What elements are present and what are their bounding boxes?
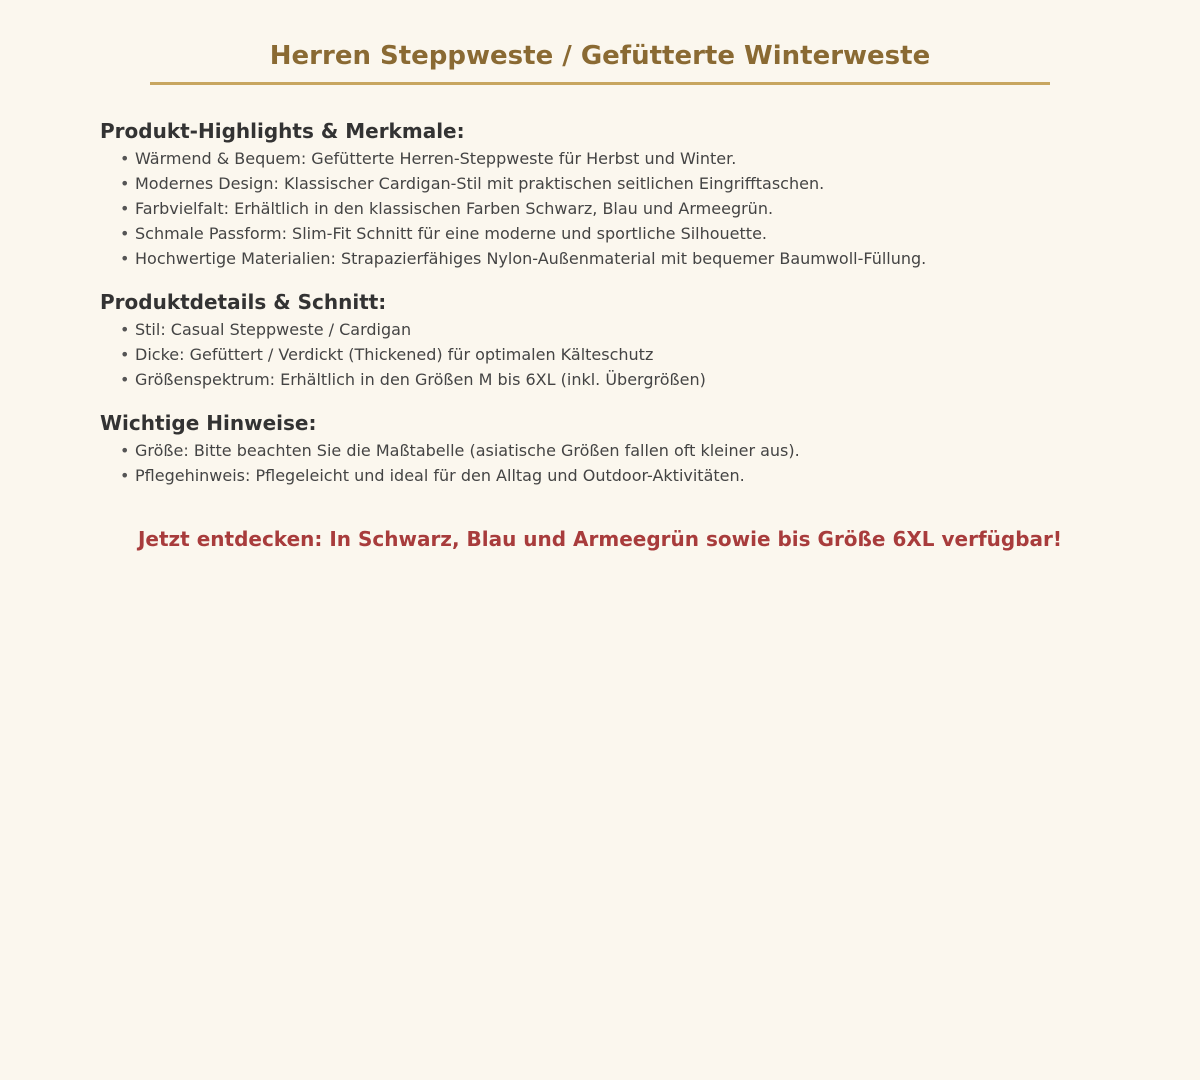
list-item [120,317,1100,342]
list-item [120,221,1100,246]
list-item [120,463,1100,488]
list-item-text: Schmale Passform: Slim-Fit Schnitt für eine moderne und sportliche Silhouette. [135,224,767,243]
bullet-icon: • [120,441,130,460]
bullet-icon: • [120,345,130,364]
section-heading: Produktdetails & Schnitt: [100,290,387,314]
list-item-text: Modernes Design: Klassischer Cardigan-Stil mit praktischen seitlichen Eingrifftaschen. [135,174,825,193]
list-item-text: Stil: Casual Steppweste / Cardigan [135,320,412,339]
section-details [100,289,1100,392]
bullet-icon: • [120,224,130,243]
section-notes [100,410,1100,488]
bullet-icon: • [120,370,130,389]
section-highlights [100,118,1100,271]
list-item-text: Größenspektrum: Erhältlich in den Größen M bis 6XL (inkl. Übergrößen) [135,370,706,389]
page-title: Herren Steppweste / Gefütterte Winterweste [269,41,931,71]
call-to-action: Jetzt entdecken: In Schwarz, Blau und Armeegrün sowie bis Größe 6XL verfügbar! [137,527,1063,551]
list-item-text: Pflegehinweis: Pflegeleicht und ideal für den Alltag und Outdoor-Aktivitäten. [135,466,745,485]
list-item-text: Größe: Bitte beachten Sie die Maßtabelle (asiatische Größen fallen oft kleiner aus). [135,441,800,460]
bullet-icon: • [120,249,130,268]
list-item [120,171,1100,196]
bullet-list [100,317,1100,392]
bullet-icon: • [120,174,130,193]
list-item-text: Farbvielfalt: Erhältlich in den klassischen Farben Schwarz, Blau und Armeegrün. [135,199,774,218]
bullet-icon: • [120,320,130,339]
list-item [120,196,1100,221]
list-item [120,438,1100,463]
list-item [120,342,1100,367]
bullet-list [100,146,1100,271]
title-divider [150,82,1050,85]
list-item-text: Wärmend & Bequem: Gefütterte Herren-Steppweste für Herbst und Winter. [135,149,737,168]
list-item [120,246,1100,271]
section-heading: Produkt-Highlights & Merkmale: [100,119,465,143]
bullet-icon: • [120,149,130,168]
bullet-icon: • [120,466,130,485]
list-item-text: Dicke: Gefüttert / Verdickt (Thickened) für optimalen Kälteschutz [135,345,654,364]
list-item [120,146,1100,171]
section-heading: Wichtige Hinweise: [100,411,317,435]
bullet-icon: • [120,199,130,218]
bullet-list [100,438,1100,488]
list-item [120,367,1100,392]
list-item-text: Hochwertige Materialien: Strapazierfähiges Nylon-Außenmaterial mit bequemer Baumwoll-Füllung. [135,249,927,268]
